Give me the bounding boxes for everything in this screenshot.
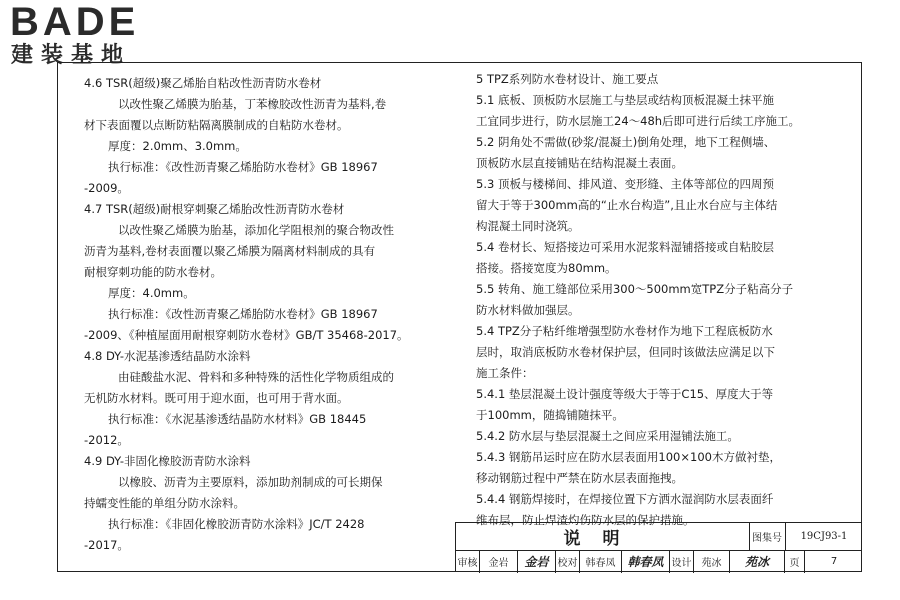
- paragraph-line: 5.5 转角、施工缝部位采用300～500mm宽TPZ分子粘高分子: [476, 282, 794, 296]
- paragraph-line: 执行标准：《改性沥青聚乙烯胎防水卷材》GB 18967: [108, 307, 378, 321]
- paragraph-line: 材下表面覆以点断防粘隔离膜制成的自粘防水卷材。: [84, 118, 349, 132]
- paragraph-line: 施工条件：: [476, 366, 534, 380]
- atlas-number: 19CJ93-1: [800, 531, 848, 542]
- paragraph-line: 厚度：4.0mm。: [108, 286, 195, 300]
- paragraph-line: 防水材料做加强层。: [476, 303, 580, 317]
- section-heading-4-8: 4.8 DY-水泥基渗透结晶防水涂料: [84, 349, 251, 363]
- paragraph-line: 以改性聚乙烯膜为胎基，丁苯橡胶改性沥青为基料,卷: [118, 97, 387, 111]
- paragraph-line: 5.4.2 防水层与垫层混凝土之间应采用湿铺法施工。: [476, 429, 739, 443]
- sheet-title: 说明: [456, 523, 750, 550]
- paragraph-line: 5.2 阴角处不需做(砂浆/混凝土)倒角处理，地下工程侧墙、: [476, 135, 776, 149]
- brand-name-en: BADE: [10, 0, 140, 44]
- paragraph-line: -2009。: [84, 181, 129, 195]
- paragraph-line: -2017。: [84, 538, 129, 552]
- title-block-row-bottom: [456, 550, 862, 573]
- paragraph-line: 5.1 底板、顶板防水层施工与垫层或结构顶板混凝土抹平施: [476, 93, 774, 107]
- paragraph-line: 5.4.1 垫层混凝土设计强度等级大于等于C15、厚度大于等: [476, 387, 774, 401]
- paragraph-line: 耐根穿刺功能的防水卷材。: [84, 265, 222, 279]
- reviewer-name: 金岩: [480, 550, 518, 573]
- review-label: 审核: [456, 550, 480, 573]
- paragraph-line: 搭接。搭接宽度为80mm。: [476, 261, 617, 275]
- designer-signature: 苑冰: [730, 550, 785, 573]
- paragraph-line: 执行标准：《非固化橡胶沥青防水涂料》JC/T 2428: [108, 517, 365, 531]
- title-block-row-top: [456, 523, 862, 551]
- paragraph-line: -2012。: [84, 433, 129, 447]
- checker-name: 韩春凤: [580, 550, 622, 573]
- checker-signature: 韩春凤: [622, 550, 670, 573]
- paragraph-line: -2009、《种植屋面用耐根穿刺防水卷材》GB/T 35468-2017。: [84, 328, 409, 342]
- paragraph-line: 沥青为基料,卷材表面覆以聚乙烯膜为隔离材料制成的具有: [84, 244, 376, 258]
- left-column: [84, 73, 464, 556]
- paragraph-line: 移动钢筋过程中严禁在防水层表面拖拽。: [476, 471, 683, 485]
- check-label: 校对: [556, 550, 580, 573]
- paragraph-line: 5.3 顶板与楼梯间、排风道、变形缝、主体等部位的四周预: [476, 177, 774, 191]
- paragraph-line: 5.4.4 钢筋焊接时，在焊接位置下方洒水湿润防水层表面纤: [476, 492, 774, 506]
- section-heading-5: 5 TPZ系列防水卷材设计、施工要点: [476, 72, 659, 86]
- paragraph-line: 顶板防水层直接铺贴在结构混凝土表面。: [476, 156, 683, 170]
- paragraph-line: 以橡胶、沥青为主要原料，添加助剂制成的可长期保: [118, 475, 383, 489]
- paragraph-line: 5.4.3 钢筋吊运时应在防水层表面用100×100木方做衬垫，: [476, 450, 781, 464]
- paragraph-line: 留大于等于300mm高的“止水台构造”,且止水台应与主体结: [476, 198, 778, 212]
- paragraph-line: 无机防水材料。既可用于迎水面，也可用于背水面。: [84, 391, 349, 405]
- reviewer-signature: 金岩: [518, 550, 556, 573]
- design-label: 设计: [670, 550, 694, 573]
- paragraph-line: 构混凝土同时浇筑。: [476, 219, 580, 233]
- paragraph-line: 厚度：2.0mm、3.0mm。: [108, 139, 247, 153]
- page-label: 页: [785, 550, 805, 573]
- page-number: 7: [830, 556, 838, 567]
- section-heading-4-6: 4.6 TSR(超级)聚乙烯胎自粘改性沥青防水卷材: [84, 76, 322, 90]
- paragraph-line: 于100mm，随捣铺随抹平。: [476, 408, 624, 422]
- paragraph-line: 由硅酸盐水泥、骨料和多种特殊的活性化学物质组成的: [118, 370, 394, 384]
- paragraph-line: 以改性聚乙烯膜为胎基，添加化学阻根剂的聚合物改性: [118, 223, 394, 237]
- designer-name: 苑冰: [694, 550, 730, 573]
- paragraph-line: 执行标准：《改性沥青聚乙烯胎防水卷材》GB 18967: [108, 160, 378, 174]
- brand-name-cn: 建装基地: [11, 43, 132, 68]
- section-heading-4-9: 4.9 DY-非固化橡胶沥青防水涂料: [84, 454, 251, 468]
- paragraph-line: 5.4 卷材长、短搭接边可采用水泥浆料湿铺搭接或自粘胶层: [476, 240, 774, 254]
- title-block: [455, 522, 862, 572]
- section-heading-4-7: 4.7 TSR(超级)耐根穿刺聚乙烯胎改性沥青防水卷材: [84, 202, 345, 216]
- paragraph-line: 层时，取消底板防水卷材保护层，但同时该做法应满足以下: [476, 345, 775, 359]
- paragraph-line: 持蠕变性能的单组分防水涂料。: [84, 496, 245, 510]
- paragraph-line: 5.4 TPZ分子粘纤维增强型防水卷材作为地下工程底板防水: [476, 324, 773, 338]
- paragraph-line: 工宜同步进行，防水层施工24～48h后即可进行后续工序施工。: [476, 114, 801, 128]
- paragraph-line: 执行标准：《水泥基渗透结晶防水材料》GB 18445: [108, 412, 367, 426]
- atlas-number-label: 图集号: [749, 523, 786, 550]
- paragraph-line: 维布层，防止焊渣灼伤防水层的保护措施。: [476, 513, 695, 527]
- right-column: [476, 69, 856, 531]
